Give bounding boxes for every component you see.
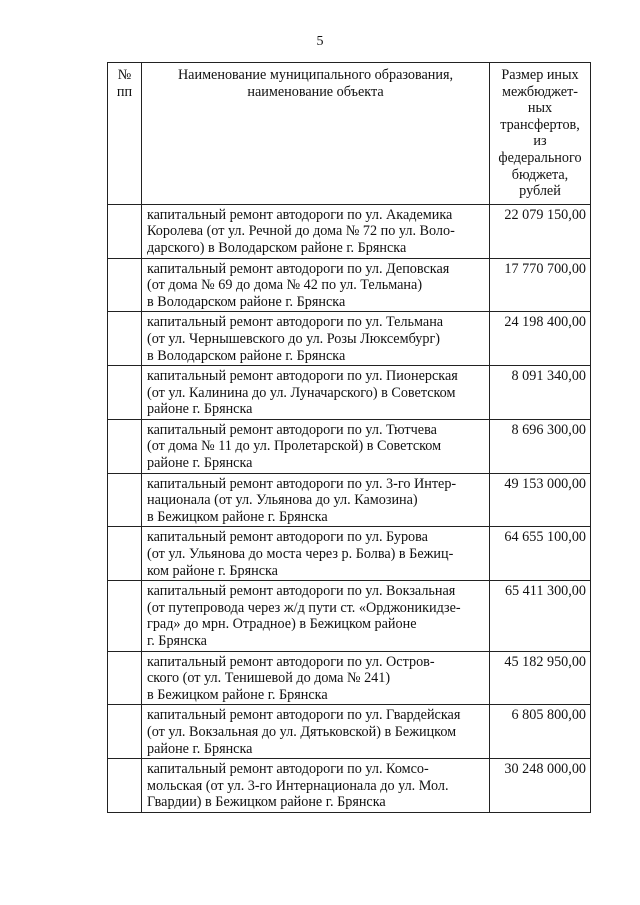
amount-cell: 65 411 300,00 — [490, 581, 591, 651]
amount-cell: 8 091 340,00 — [490, 366, 591, 420]
amount-cell: 64 655 100,00 — [490, 527, 591, 581]
table-row — [108, 366, 591, 420]
object-name-line: Гвардии) в Бежицком районе г. Брянска — [147, 794, 386, 811]
object-name-line: в Володарском районе г. Брянска — [147, 347, 346, 364]
object-name-line: град» до мрн. Отрадное) в Бежицком районе — [147, 616, 417, 633]
object-name-line: в Бежицком районе г. Брянска — [147, 508, 328, 525]
object-name-line: капитальный ремонт автодороги по ул. Вокзальная — [147, 583, 456, 600]
object-name-line: г. Брянска — [147, 633, 207, 649]
row-number-cell — [108, 759, 142, 813]
row-number-cell — [108, 705, 142, 759]
amount-cell: 6 805 800,00 — [490, 705, 591, 759]
object-name-cell — [142, 527, 490, 581]
table-row — [108, 204, 591, 258]
row-number-cell — [108, 366, 142, 420]
table-row — [108, 705, 591, 759]
object-name-cell — [142, 473, 490, 527]
object-name-line: районе г. Брянска — [147, 455, 253, 472]
table-header-row — [108, 63, 591, 205]
object-name-line: (от дома № 11 до ул. Пролетарской) в Советском — [147, 438, 442, 455]
object-name-cell — [142, 366, 490, 420]
object-name-line: капитальный ремонт автодороги по ул. Тютчева — [147, 421, 437, 438]
object-name-line: капитальный ремонт автодороги по ул. Деповская — [147, 260, 450, 277]
row-number-cell — [108, 527, 142, 581]
table-row — [108, 312, 591, 366]
object-name-line: районе г. Брянска — [147, 740, 253, 757]
object-name-line: капитальный ремонт автодороги по ул. 3-го Интер- — [147, 475, 457, 492]
table-row — [108, 651, 591, 705]
amount-cell: 24 198 400,00 — [490, 312, 591, 366]
header-amount: Размер иных межбюджет- ных трансфертов, из федерального бюджета, рублей — [490, 63, 591, 205]
object-name-line: капитальный ремонт автодороги по ул. Пионерская — [147, 368, 458, 385]
table-row — [108, 581, 591, 651]
table-row — [108, 258, 591, 312]
row-number-cell — [108, 204, 142, 258]
object-name-cell — [142, 419, 490, 473]
object-name-line: капитальный ремонт автодороги по ул. Тельмана — [147, 314, 444, 331]
object-name-line: капитальный ремонт автодороги по ул. Комсо- — [147, 761, 429, 778]
amount-cell: 8 696 300,00 — [490, 419, 591, 473]
table-row — [108, 527, 591, 581]
object-name-line: капитальный ремонт автодороги по ул. Бурова — [147, 529, 428, 546]
object-name-line: в Бежицком районе г. Брянска — [147, 686, 328, 703]
object-name-line: районе г. Брянска — [147, 401, 253, 418]
object-name-line: (от ул. Калинина до ул. Луначарского) в Советском — [147, 384, 456, 401]
object-name-line: (от ул. Чернышевского до ул. Розы Люксембург) — [147, 330, 440, 347]
object-name-line: капитальный ремонт автодороги по ул. Гвардейская — [147, 707, 461, 724]
amount-cell: 45 182 950,00 — [490, 651, 591, 705]
row-number-cell — [108, 651, 142, 705]
object-name-line: (от путепровода через ж/д пути ст. «Орджоникидзе- — [147, 599, 461, 616]
object-name-cell — [142, 204, 490, 258]
object-name-cell — [142, 651, 490, 705]
row-number-cell — [108, 258, 142, 312]
table-row — [108, 473, 591, 527]
amount-cell: 17 770 700,00 — [490, 258, 591, 312]
object-name-line: национала (от ул. Ульянова до ул. Камозина) — [147, 492, 418, 509]
object-name-line: ком районе г. Брянска — [147, 562, 278, 579]
amount-cell: 22 079 150,00 — [490, 204, 591, 258]
object-name-line: ского (от ул. Тенишевой до дома № 241) — [147, 670, 391, 687]
object-name-cell — [142, 581, 490, 651]
object-name-line: (от дома № 69 до дома № 42 по ул. Тельмана) — [147, 277, 423, 294]
object-name-cell — [142, 312, 490, 366]
transfers-table — [107, 62, 591, 813]
header-name: Наименование муниципального образования, наименование объекта — [142, 63, 490, 205]
object-name-line: (от ул. Ульянова до моста через р. Болва) в Бежиц- — [147, 546, 454, 563]
table-row — [108, 759, 591, 813]
object-name-line: (от ул. Вокзальная до ул. Дятьковской) в Бежицком — [147, 723, 457, 740]
object-name-cell — [142, 705, 490, 759]
object-name-line: в Володарском районе г. Брянска — [147, 293, 346, 310]
object-name-cell — [142, 759, 490, 813]
object-name-cell — [142, 258, 490, 312]
row-number-cell — [108, 581, 142, 651]
table-row — [108, 419, 591, 473]
row-number-cell — [108, 473, 142, 527]
row-number-cell — [108, 419, 142, 473]
amount-cell: 30 248 000,00 — [490, 759, 591, 813]
object-name-line: дарского) в Володарском районе г. Брянска — [147, 239, 407, 256]
object-name-line: капитальный ремонт автодороги по ул. Остров- — [147, 653, 435, 670]
object-name-line: капитальный ремонт автодороги по ул. Академика — [147, 206, 453, 223]
page-number: 5 — [316, 34, 324, 49]
object-name-line: Королева (от ул. Речной до дома № 72 по ул. Воло- — [147, 223, 455, 240]
row-number-cell — [108, 312, 142, 366]
object-name-line: мольская (от ул. 3-го Интернационала до ул. Мол. — [147, 777, 449, 794]
amount-cell: 49 153 000,00 — [490, 473, 591, 527]
header-number: № пп — [108, 63, 142, 205]
